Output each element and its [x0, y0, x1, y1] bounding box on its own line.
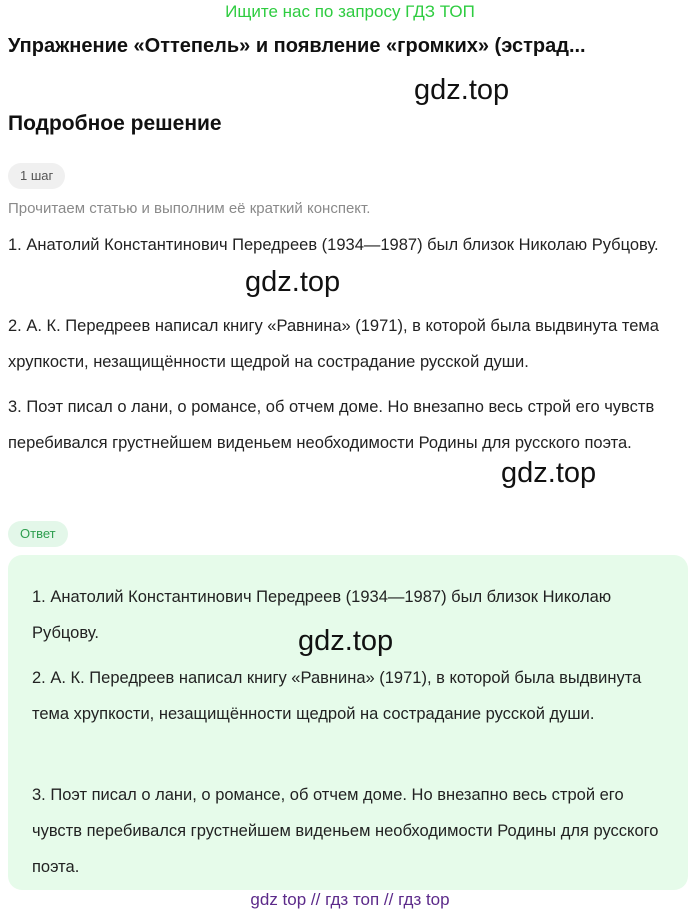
watermark: gdz.top [414, 74, 510, 106]
watermark: gdz.top [298, 625, 394, 657]
footer-links: gdz top // гдз топ // гдз top [250, 890, 450, 909]
step-intro-text: Прочитаем статью и выполним её краткий конспект. [8, 200, 371, 217]
watermark: gdz.top [245, 266, 341, 298]
solution-item: 2. А. К. Передреев написал книгу «Равнина» (1971), в которой была выдвинута тема хрупкости, незащищённости щедрой на сострадание русской души. [8, 317, 659, 371]
watermark: gdz.top [501, 457, 597, 489]
solution-heading: Подробное решение [8, 112, 222, 135]
search-promo-banner: Ищите нас по запросу ГДЗ ТОП [225, 2, 475, 21]
page-title: Упражнение «Оттепель» и появление «громких» (эстрад... [8, 35, 586, 57]
step-badge: 1 шаг [8, 163, 65, 189]
solution-item: 1. Анатолий Константинович Передреев (1934—1987) был близок Николаю Рубцову. [8, 236, 659, 254]
answer-item: 3. Поэт писал о лани, о романсе, об отчем доме. Но внезапно весь строй его чувств перебивался грустнейшем виденьем необходимости Родины для русского поэта. [32, 786, 659, 876]
solution-item: 3. Поэт писал о лани, о романсе, об отчем доме. Но внезапно весь строй его чувств перебивался грустнейшем виденьем необходимости Родины для русского поэта. [8, 398, 655, 452]
answer-item: 1. Анатолий Константинович Передреев (1934—1987) был близок Николаю Рубцову. [32, 588, 612, 642]
answer-item: 2. А. К. Передреев написал книгу «Равнина» (1971), в которой была выдвинута тема хрупкости, незащищённости щедрой на сострадание русской души. [32, 669, 642, 723]
answer-badge: Ответ [8, 521, 68, 547]
